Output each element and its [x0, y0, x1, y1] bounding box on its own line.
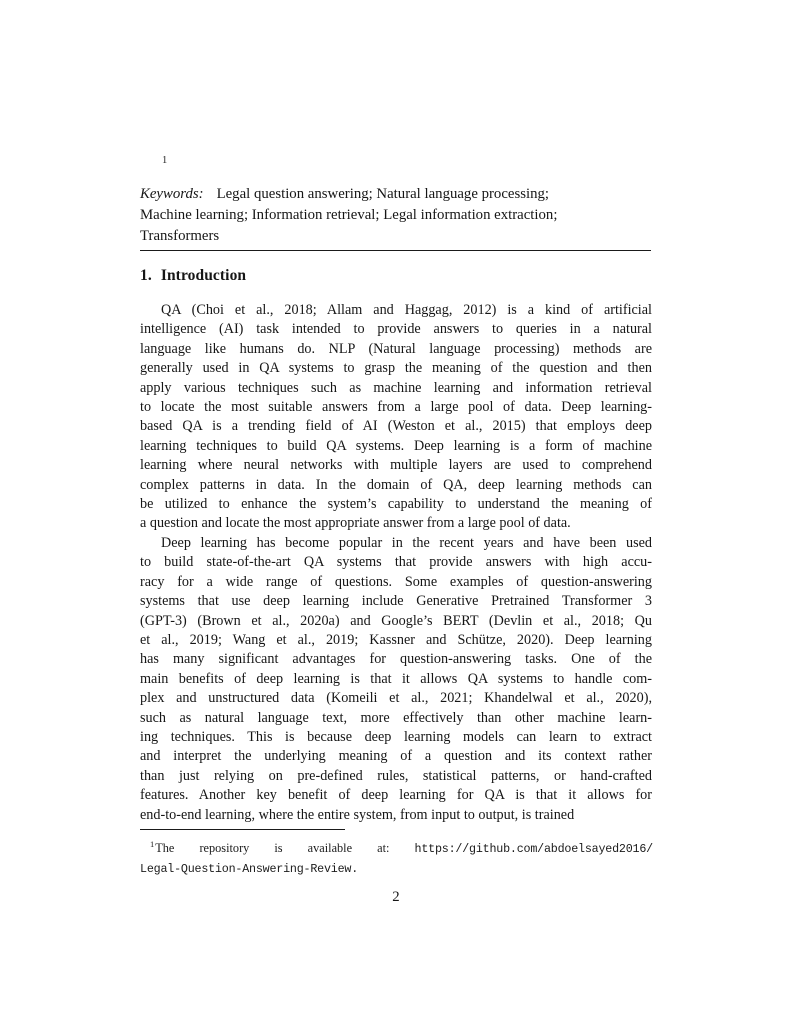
paragraph-line: plex and unstructured data (Komeili et al., 2021; Khandelwal et al., 2020),	[140, 690, 652, 707]
keywords-line	[140, 184, 654, 205]
paragraph-line: Deep learning has become popular in the recent years and have been used	[161, 534, 652, 551]
paragraph-line: end-to-end learning, where the entire system, from input to output, is trained	[140, 806, 575, 823]
paragraph-line: complex patterns in data. In the domain of QA, deep learning methods can	[140, 476, 652, 493]
intro-paragraph-1	[140, 301, 652, 534]
footnote-line	[140, 835, 653, 859]
paragraph-line: than just relying on pre-defined rules, statistical patterns, or hand-crafted	[140, 767, 652, 784]
paragraph-line: has many significant advantages for question-answering tasks. One of the	[140, 651, 652, 668]
keywords-divider-rule	[140, 250, 651, 251]
paragraph-line: features. Another key benefit of deep learning for QA is that it allows for	[140, 787, 652, 804]
page-number: 2	[392, 889, 400, 905]
keywords-line: Transformers	[140, 228, 220, 244]
paragraph-line: a question and locate the most appropriate answer from a large pool of data.	[140, 515, 571, 532]
footnote-marker: 1	[150, 839, 155, 849]
paragraph-line: main benefits of deep learning is that it allows QA systems to handle com-	[140, 670, 652, 687]
paragraph-line: be utilized to enhance the system’s capability to understand the meaning of	[140, 496, 652, 513]
section-heading	[140, 267, 246, 285]
paragraph-line: based QA is a trending field of AI (Weston et al., 2015) that employs deep	[140, 418, 652, 435]
footnote-rule	[140, 829, 345, 830]
paragraph-line: racy for a wide range of questions. Some examples of question-answering	[140, 573, 652, 590]
paragraph-line: and interpret the underlying meaning of a question and its context rather	[140, 748, 652, 765]
repository-url-part1[interactable]: https://github.com/abdoelsayed2016/	[414, 842, 653, 856]
paragraph-line: language like humans do. NLP (Natural language processing) methods are	[140, 340, 652, 357]
footnote-line	[140, 859, 653, 879]
keywords-text: Legal question answering; Natural language processing;	[216, 186, 549, 202]
paragraph-line: learning where neural networks with multiple layers are used to comprehend	[140, 457, 652, 474]
paragraph-line: such as natural language text, more effectively than other machine learn-	[140, 709, 652, 726]
paragraph-line: to locate the most suitable answers from a large pool of data. Deep learning-	[140, 399, 652, 416]
paragraph-line: generally used in QA systems to grasp the meaning of the question and then	[140, 360, 652, 377]
section-title: Introduction	[160, 267, 247, 284]
repository-url-part2[interactable]: Legal-Question-Answering-Review.	[140, 861, 359, 876]
paragraph-line: to build state-of-the-art QA systems that provide answers with high accu-	[140, 554, 652, 571]
paragraph-line: learning techniques to build QA systems. Deep learning is a form of machine	[140, 437, 652, 454]
footnote-text: The repository is available at:	[155, 841, 390, 855]
paragraph-line: ing techniques. This is because deep learning models can learn to extract	[140, 728, 652, 745]
keywords-block	[140, 184, 654, 247]
affiliation-marker: 1	[162, 155, 168, 166]
paragraph-line: intelligence (AI) task intended to provide answers to queries in a natural	[140, 321, 652, 338]
paragraph-line: et al., 2019; Wang et al., 2019; Kassner and Schütze, 2020). Deep learning	[140, 631, 652, 648]
section-number: 1.	[140, 267, 152, 284]
paragraph-line: QA (Choi et al., 2018; Allam and Haggag, 2012) is a kind of artificial	[161, 302, 652, 318]
introduction-body	[140, 301, 652, 825]
footnote	[140, 835, 653, 878]
keywords-line: Machine learning; Information retrieval; Legal information extraction;	[140, 207, 558, 223]
paragraph-line: (GPT-3) (Brown et al., 2020a) and Google’s BERT (Devlin et al., 2018; Qu	[140, 612, 652, 629]
intro-paragraph-2	[140, 534, 652, 825]
keywords-label: Keywords:	[140, 186, 204, 202]
paragraph-line: systems that use deep learning include Generative Pretrained Transformer 3	[140, 593, 652, 610]
paragraph-line: apply various techniques such as machine learning and information retrieval	[140, 379, 652, 396]
